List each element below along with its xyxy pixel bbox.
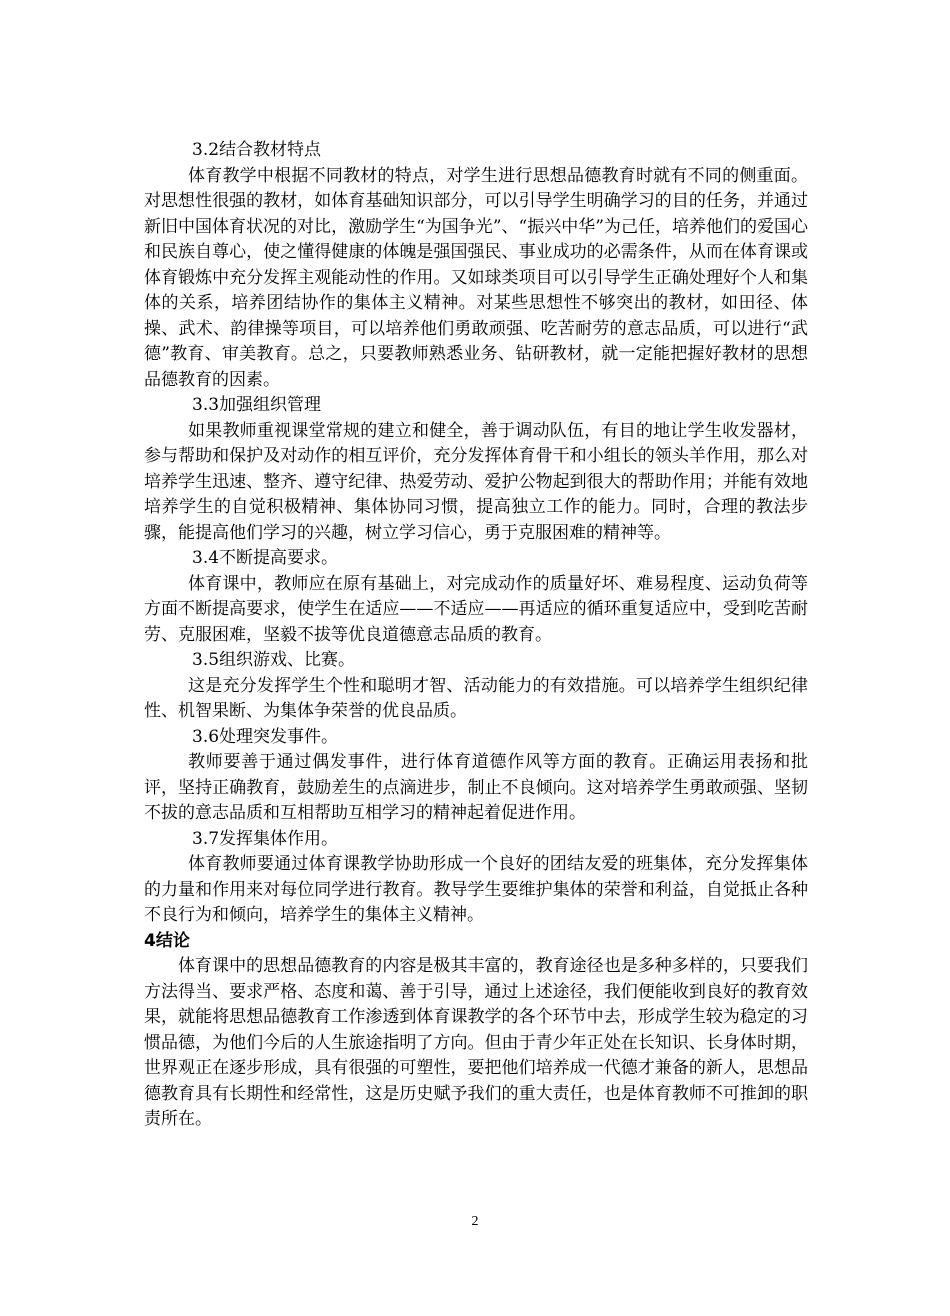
section-heading-3-5: 3.5组织游戏、比赛。	[192, 650, 356, 670]
conclusion-heading: 4结论	[144, 930, 190, 951]
document-page	[144, 138, 808, 1133]
page-number: 2	[471, 1214, 479, 1229]
section-paragraph-3-4: 体育课中，教师应在原有基础上，对完成动作的质量好坏、难易程度、运动负荷等方面不断提高要求，使学生在适应——不适应——再适应的循环重复适应中，受到吃苦耐劳、克服困难，坚毅不拔等优良道德意志品质的教育。	[144, 573, 808, 645]
conclusion-paragraph: 体育课中的思想品德教育的内容是极其丰富的，教育途径也是多种多样的，只要我们方法得当、要求严格、态度和蔼、善于引导，通过上述途径，我们便能收到良好的教育效果，就能将思想品德教育工作渗透到体育课教学的各个环节中去，形成学生较为稳定的习惯品德，为他们今后的人生旅途指明了方向。但由于青少年正处在长知识、长身体时期，世界观正在逐步形成，具有很强的可塑性，要把他们培养成一代德才兼备的新人，思想品德教育具有长期性和经常性，这是历史赋予我们的重大责任，也是体育教师不可推卸的职责所在。	[144, 956, 808, 1129]
section-heading-3-2: 3.2结合教材特点	[192, 140, 322, 160]
section-paragraph-3-3: 如果教师重视课堂常规的建立和健全，善于调动队伍，有目的地让学生收发器材，参与帮助和保护及对动作的相互评价，充分发挥体育骨干和小组长的领头羊作用，那么对培养学生迅速、整齐、遵守纪律、热爱劳动、爱护公物起到很大的帮助作用；并能有效地培养学生的自觉积极精神、集体协同习惯，提高独立工作的能力。同时，合理的教法步骤，能提高他们学习的兴趣，树立学习信心，勇于克服困难的精神等。	[144, 420, 808, 543]
section-paragraph-3-2: 体育教学中根据不同教材的特点，对学生进行思想品德教育时就有不同的侧重面。对思想性很强的教材，如体育基础知识部分，可以引导学生明确学习的目的任务，并通过新旧中国体育状况的对比，激励学生“为国争光”、“振兴中华”为己任，培养他们的爱国心和民族自尊心，使之懂得健康的体魄是强国强民、事业成功的必需条件，从而在体育课或体育锻炼中充分发挥主观能动性的作用。又如球类项目可以引导学生正确处理好个人和集体的关系，培养团结协作的集体主义精神。对某些思想性不够突出的教材，如田径、体操、武术、韵律操等项目，可以培养他们勇敢顽强、吃苦耐劳的意志品质，可以进行“武德”教育、审美教育。总之，只要教师熟悉业务、钻研教材，就一定能把握好教材的思想品德教育的因素。	[144, 165, 808, 390]
section-paragraph-3-6: 教师要善于通过偶发事件，进行体育道德作风等方面的教育。正确运用表扬和批评，坚持正确教育，鼓励差生的点滴进步，制止不良倾向。这对培养学生勇敢顽强、坚韧不拔的意志品质和互相帮助互相学习的精神起着促进作用。	[144, 752, 808, 823]
section-paragraph-3-5: 这是充分发挥学生个性和聪明才智、活动能力的有效措施。可以培养学生组织纪律性、机智果断、为集体争荣誉的优良品质。	[144, 675, 808, 721]
section-heading-3-6: 3.6处理突发事件。	[192, 726, 339, 747]
section-paragraph-3-7: 体育教师要通过体育课教学协助形成一个良好的团结友爱的班集体，充分发挥集体的力量和作用来对每位同学进行教育。教导学生要维护集体的荣誉和利益，自觉抵止各种不良行为和倾向，培养学生的集体主义精神。	[144, 854, 808, 925]
section-heading-3-7: 3.7发挥集体作用。	[192, 828, 339, 849]
section-heading-3-4: 3.4不断提高要求。	[192, 548, 339, 568]
section-heading-3-3: 3.3加强组织管理	[192, 395, 322, 415]
